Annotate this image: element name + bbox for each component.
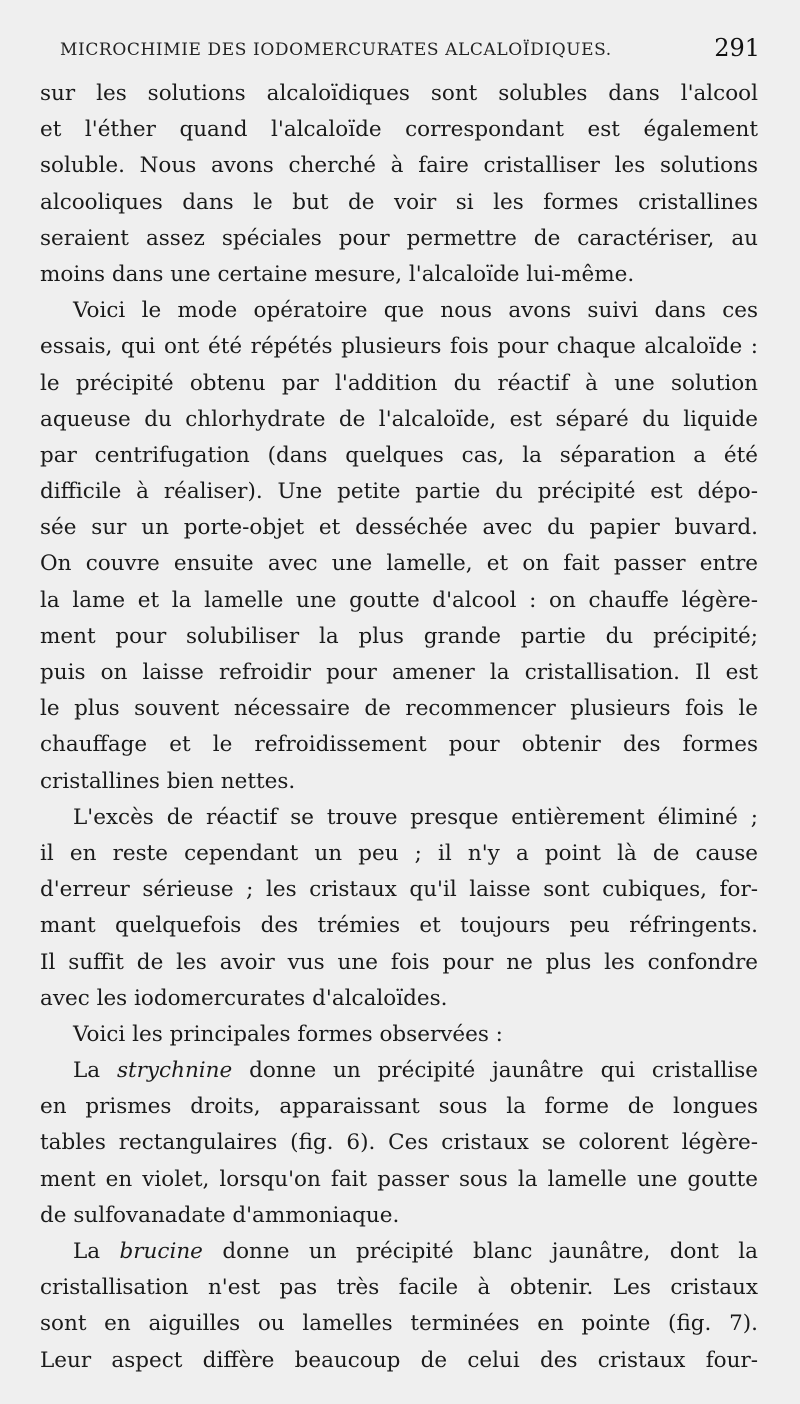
text-line: Il suffit de les avoir vus une fois pour ne plus les confondre	[40, 949, 758, 975]
body-text	[40, 76, 758, 1379]
text-line: aqueuse du chlorhydrate de l'alcaloïde, est séparé du liquide	[40, 406, 758, 432]
text-line: chauffage et le refroidissement pour obtenir des formes	[40, 732, 758, 758]
alkaloid-name: brucine	[119, 1239, 203, 1264]
text-line: Voici le mode opératoire que nous avons suivi dans ces	[73, 298, 758, 324]
text-line: il en reste cependant un peu ; il n'y a point là de cause	[40, 840, 758, 866]
running-header	[60, 36, 760, 64]
text-line: cristallines bien nettes.	[40, 768, 296, 794]
text-line: en prismes droits, apparaissant sous la forme de longues	[40, 1094, 758, 1120]
text-line	[40, 1053, 758, 1089]
text-line: et l'éther quand l'alcaloïde correspondant est également	[40, 117, 758, 143]
text-line: essais, qui ont été répétés plusieurs fois pour chaque alcaloïde :	[40, 334, 758, 360]
text-line: sur les solutions alcaloïdiques sont solubles dans l'alcool	[40, 81, 758, 106]
text-line: seraient assez spéciales pour permettre de caractériser, au	[40, 225, 758, 251]
text-line: moins dans une certaine mesure, l'alcaloïde lui-même.	[40, 261, 635, 287]
line-text: donne un précipité jaunâtre qui cristallise	[232, 1058, 758, 1084]
text-line: ment pour solubiliser la plus grande partie du précipité;	[40, 623, 758, 649]
text-line: alcooliques dans le but de voir si les formes cristallines	[40, 189, 758, 215]
running-title: MICROCHIMIE DES IODOMERCURATES ALCALOÏDIQUES.	[60, 40, 612, 60]
text-line: Leur aspect diffère beaucoup de celui des cristaux four-	[40, 1347, 758, 1373]
text-line: la lame et la lamelle une goutte d'alcool : on chauffe légère-	[40, 587, 758, 613]
text-line: par centrifugation (dans quelques cas, la séparation a été	[40, 442, 758, 468]
text-line: tables rectangulaires (fig. 6). Ces cristaux se colorent légère-	[40, 1130, 758, 1156]
text-line: avec les iodomercurates d'alcaloïdes.	[40, 985, 448, 1011]
text-line: ment en violet, lorsqu'on fait passer sous la lamelle une goutte	[40, 1166, 758, 1192]
text-line: soluble. Nous avons cherché à faire cristalliser les solutions	[40, 153, 758, 179]
text-line: difficile à réaliser). Une petite partie du précipité est dépo-	[40, 479, 758, 505]
text-line	[40, 1234, 758, 1270]
text-line: le plus souvent nécessaire de recommencer plusieurs fois le	[40, 696, 758, 722]
text-line: On couvre ensuite avec une lamelle, et on fait passer entre	[40, 551, 758, 577]
text-line: sont en aiguilles ou lamelles terminées en pointe (fig. 7).	[40, 1311, 758, 1337]
text-line: de sulfovanadate d'ammoniaque.	[40, 1202, 400, 1228]
text-line: sée sur un porte-objet et desséchée avec du papier buvard.	[40, 515, 758, 541]
line-prefix: La	[73, 1058, 117, 1084]
page-number: 291	[714, 34, 760, 62]
text-line: d'erreur sérieuse ; les cristaux qu'il laisse sont cubiques, for-	[40, 877, 758, 903]
text-line: Voici les principales formes observées :	[73, 1021, 503, 1047]
text-line: puis on laisse refroidir pour amener la cristallisation. Il est	[40, 660, 758, 685]
line-text: donne un précipité blanc jaunâtre, dont la	[202, 1239, 758, 1264]
text-line: cristallisation n'est pas très facile à obtenir. Les cristaux	[40, 1275, 758, 1301]
alkaloid-name: strychnine	[116, 1058, 233, 1084]
text-line: le précipité obtenu par l'addition du réactif à une solution	[40, 370, 758, 396]
text-line: mant quelquefois des trémies et toujours peu réfringents.	[40, 913, 758, 939]
line-prefix: La	[73, 1239, 120, 1264]
text-line: L'excès de réactif se trouve presque entièrement éliminé ;	[73, 804, 758, 830]
